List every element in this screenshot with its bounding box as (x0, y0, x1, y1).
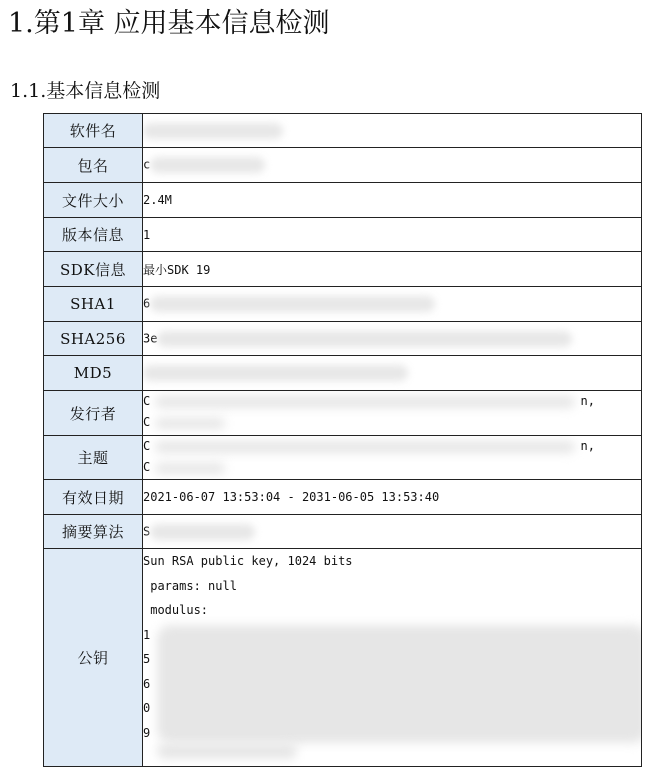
issuer-line-2-prefix: C (143, 415, 151, 429)
redacted-block (150, 296, 435, 312)
table-row (44, 183, 642, 218)
validity-value: 2021-06-07 13:53:04 - 2031-06-05 13:53:40 (143, 480, 642, 515)
sdk-value: 最小SDK 19 (143, 252, 642, 287)
subject-line-1-prefix: C (143, 439, 151, 453)
subject-value (143, 436, 642, 480)
table-row (44, 356, 642, 391)
digest-label: 摘要算法 (44, 515, 143, 549)
public-key-line-1: Sun RSA public key, 1024 bits (143, 554, 353, 568)
table-row (44, 515, 642, 549)
modulus-line-3: 6 (143, 676, 151, 691)
table-row (44, 391, 642, 436)
table-row (44, 218, 642, 252)
subject-line-1 (143, 436, 641, 456)
basic-info-table (43, 113, 642, 767)
public-key-line-3: modulus: (143, 603, 209, 617)
validity-label: 有效日期 (44, 480, 143, 515)
package-value (143, 148, 642, 183)
table-row (44, 436, 642, 480)
subject-line-1-suffix: n, (580, 439, 595, 453)
redacted-block (157, 625, 642, 743)
issuer-value (143, 391, 642, 436)
table-row (44, 114, 642, 148)
chapter-title: 1.第1章 应用基本信息检测 (8, 8, 330, 39)
table-row (44, 252, 642, 287)
redacted-block (150, 524, 255, 540)
modulus-line-4: 0 (143, 701, 151, 715)
subject-label: 主题 (44, 436, 143, 480)
issuer-line-1-prefix: C (143, 394, 151, 408)
sdk-label: SDK信息 (44, 252, 143, 287)
issuer-line-1-suffix: n, (580, 394, 595, 408)
modulus-line-5: 9 (143, 725, 151, 740)
subject-line-2-prefix: C (143, 460, 151, 474)
public-key-line-2: params: null (143, 578, 237, 593)
app-name-value (143, 114, 642, 148)
digest-prefix: S (143, 524, 151, 538)
sha1-prefix: 6 (143, 296, 151, 311)
table-row (44, 549, 642, 767)
redacted-block (143, 365, 408, 381)
digest-value (143, 515, 642, 549)
public-key-label: 公钥 (44, 549, 143, 767)
modulus-line-2: 5 (143, 652, 151, 666)
version-value: 1 (143, 218, 642, 252)
table-row (44, 480, 642, 515)
package-label: 包名 (44, 148, 143, 183)
issuer-line-1 (143, 391, 641, 411)
modulus-line-1: 1 (143, 627, 151, 642)
file-size-value: 2.4M (143, 183, 642, 218)
redacted-block (150, 157, 265, 173)
section-title: 1.1.基本信息检测 (10, 80, 161, 102)
redacted-block (157, 331, 572, 347)
sha1-value (143, 287, 642, 322)
app-name-label: 软件名 (44, 114, 143, 148)
package-prefix: c (143, 157, 151, 172)
table-row (44, 287, 642, 322)
sha256-value (143, 322, 642, 356)
sha256-label: SHA256 (44, 322, 143, 356)
md5-label: MD5 (44, 356, 143, 391)
md5-value (143, 356, 642, 391)
redacted-block (157, 743, 297, 759)
table-row (44, 148, 642, 183)
file-size-label: 文件大小 (44, 183, 143, 218)
sha1-label: SHA1 (44, 287, 143, 322)
redacted-block (155, 463, 225, 474)
version-label: 版本信息 (44, 218, 143, 252)
redacted-block (143, 123, 283, 139)
sha256-prefix: 3e (143, 331, 158, 345)
redacted-block (155, 418, 225, 429)
public-key-value (143, 549, 642, 767)
issuer-label: 发行者 (44, 391, 143, 436)
table-row (44, 322, 642, 356)
